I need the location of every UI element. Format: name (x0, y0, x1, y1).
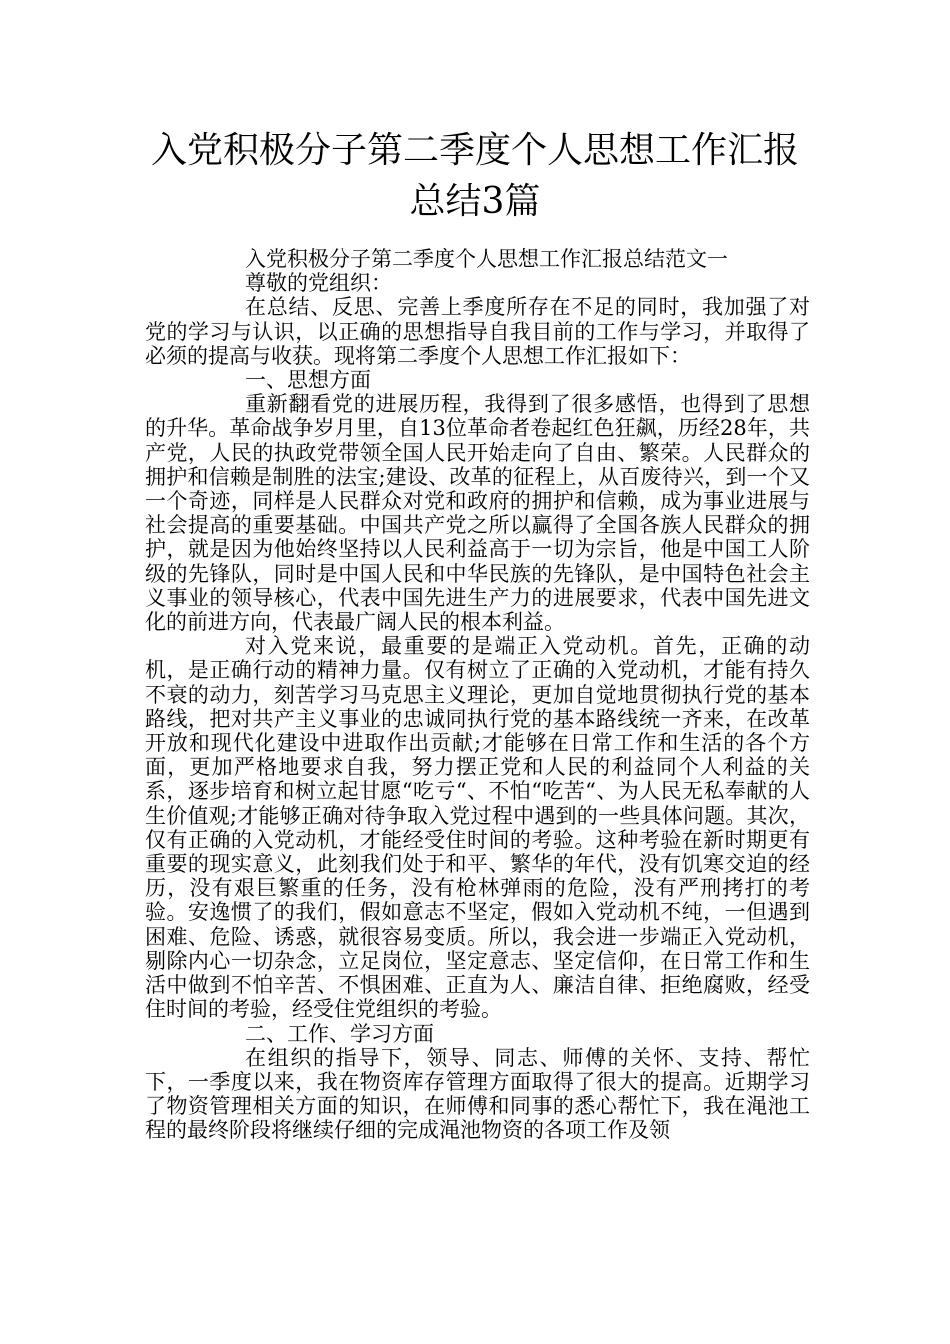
document-title-line-2: 总结3篇 (409, 181, 541, 222)
document-title-line-1: 入党积极分子第二季度个人思想工作汇报 (150, 130, 799, 171)
paragraph-subtitle: 入党积极分子第二季度个人思想工作汇报总结范文一 (245, 247, 728, 271)
section-heading-thought: 一、思想方面 (245, 368, 371, 393)
paragraph-motivation: 对入党来说，最重要的是端正入党动机。首先，正确的动机，是正确行动的精神力量。仅有树立了正确的入党动机，才能有持久不衰的动力，刻苦学习马克思主义理论，更加自觉地贯彻执行党的基本路线，把对共产主义事业的忠诚同执行党的基本路线统一齐来，在改革开放和现代化建设中进取作出贡献;才能够在日常工作和生活的各个方面，更加严格地要求自我，努力摆正党和人民的利益同个人利益的关系，逐步培育和树立起甘愿“吃亏“、不怕“吃苦“、为人民无私奉献的人生价值观;才能够正确对待争取入党过程中遇到的一些具体问题。其次，仅有正确的入党动机，才能经受住时间的考验。这种考验在新时期更有重要的现实意义，此刻我们处于和平、繁华的年代，没有饥寒交迫的经历，没有艰巨繁重的任务，没有枪林弹雨的危险，没有严刑拷打的考验。安逸惯了的我们，假如意志不坚定，假如入党动机不纯，一但遇到困难、危险、诱惑，就很容易变质。所以，我会进一步端正入党动机，剔除内心一切杂念，立足岗位，坚定意志、坚定信仰，在日常工作和生活中做到不怕辛苦、不惧困难、正直为人、廉洁自律、拒绝腐败，经受住时间的考验，经受住党组织的考验。 (145, 634, 810, 1022)
paragraph-work-study: 在组织的指导下，领导、同志、师傅的关怀、支持、帮忙下，一季度以来，我在物资库存管理方面取得了很大的提高。近期学习了物资管理相关方面的知识，在师傅和同事的悉心帮忙下，我在渑池工程的最终阶段将继续仔细的完成渑池物资的各项工作及领 (145, 1045, 810, 1143)
document-body (145, 247, 810, 1143)
paragraph-thought-history: 重新翻看党的进展历程，我得到了很多感悟，也得到了思想的升华。革命战争岁月里，自13位革命者卷起红色狂飙，历经28年，共产党，人民的执政党带领全国人民开始走向了自由、繁荣。人民群众的拥护和信赖是制胜的法宝;建设、改革的征程上，从百废待兴，到一个又一个奇迹，同样是人民群众对党和政府的拥护和信赖，成为事业进展与社会提高的重要基础。中国共产党之所以赢得了全国各族人民群众的拥护，就是因为他始终坚持以人民利益高于一切为宗旨，他是中国工人阶级的先锋队，同时是中国人民和中华民族的先锋队，是中国特色社会主义事业的领导核心，代表中国先进生产力的进展要求，代表中国先进文化的前进方向，代表最广阔人民的根本利益。 (145, 392, 810, 635)
section-heading-work-study: 二、工作、学习方面 (245, 1021, 434, 1046)
paragraph-intro: 在总结、反思、完善上季度所存在不足的同时，我加强了对党的学习与认识，以正确的思想指导自我目前的工作与学习，并取得了必须的提高与收获。现将第二季度个人思想工作汇报如下： (145, 295, 810, 368)
paragraph-salutation: 尊敬的党组织： (245, 271, 392, 296)
